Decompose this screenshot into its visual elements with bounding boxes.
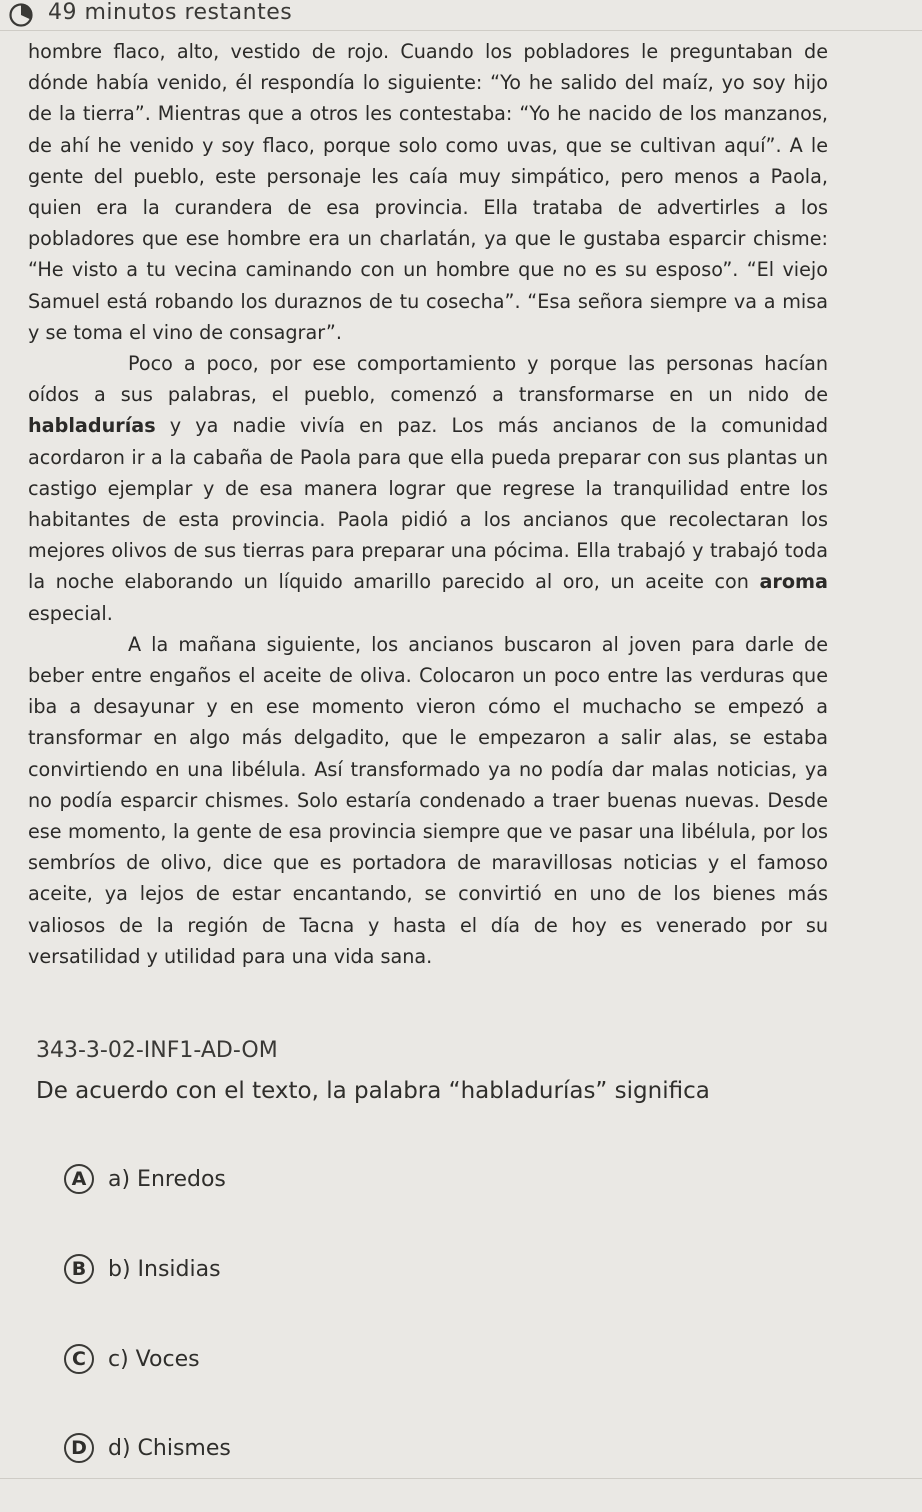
passage-text: especial. [28, 601, 113, 625]
top-bar [0, 0, 922, 31]
time-remaining: 49 minutos restantes [48, 0, 293, 25]
option-a[interactable] [64, 1162, 226, 1196]
option-c[interactable] [64, 1342, 200, 1376]
divider [0, 1478, 922, 1479]
passage-text: y ya nadie vivía en paz. Los más ancianos de la comunidad acordaron ir a la cabaña de Paola para que ella pueda preparar con sus plantas un castigo ejemplar y de esa manera lograr que regrese la tranquilidad entre los habitantes de esta provincia. Paola pidió a los ancianos que recolectaran los mejores olivos de sus tierras para preparar una pócima. Ella trabajó y trabajó toda la noche elaborando un líquido amarillo parecido al oro, un aceite con [28, 414, 828, 594]
option-letter-badge: B [64, 1254, 94, 1284]
option-d[interactable] [64, 1431, 231, 1465]
option-label: d) Chismes [108, 1435, 231, 1461]
option-label: b) Insidias [108, 1256, 221, 1282]
question-code: 343-3-02-INF1-AD-OM [36, 1038, 278, 1063]
highlighted-word: aroma [759, 570, 828, 594]
option-letter-badge: D [64, 1433, 94, 1463]
passage-paragraph-2 [28, 348, 828, 629]
option-b[interactable] [64, 1252, 221, 1286]
reading-passage [28, 36, 828, 972]
passage-text: Poco a poco, por ese comportamiento y porque las personas hacían oídos a sus palabras, el pueblo, comenzó a transformarse en un nido de [28, 352, 828, 407]
option-letter-badge: A [64, 1164, 94, 1194]
option-letter-badge: C [64, 1344, 94, 1374]
timer-icon [8, 2, 34, 28]
question-text: De acuerdo con el texto, la palabra “habladurías” significa [36, 1078, 710, 1104]
passage-paragraph-3: A la mañana siguiente, los ancianos buscaron al joven para darle de beber entre engaños el aceite de oliva. Colocaron un poco entre las verduras que iba a desayunar y en ese momento vieron cómo el muchacho se empezó a transformar en algo más delgadito, que le empezaron a salir alas, se estaba convirtiendo en una libélula. Así transformado ya no podía dar malas noticias, ya no podía esparcir chismes. Solo estaría condenado a traer buenas nuevas. Desde ese momento, la gente de esa provincia siempre que ve pasar una libélula, por los sembríos de olivo, dice que es portadora de maravillosas noticias y el famoso aceite, ya lejos de estar encantando, se convirtió en uno de los bienes más valiosos de la región de Tacna y hasta el día de hoy es venerado por su versatilidad y utilidad para una vida sana. [28, 632, 828, 968]
option-label: a) Enredos [108, 1166, 226, 1192]
passage-paragraph-1: hombre flaco, alto, vestido de rojo. Cuando los pobladores le preguntaban de dónde había venido, él respondía lo siguiente: “Yo he salido del maíz, yo soy hijo de la tierra”. Mientras que a otros les contestaba: “Yo he nacido de los manzanos, de ahí he venido y soy flaco, porque solo como uvas, que se cultivan aquí”. A le gente del pueblo, este personaje les caía muy simpático, pero menos a Paola, quien era la curandera de esa provincia. Ella trataba de advertirles a los pobladores que ese hombre era un charlatán, ya que le gustaba esparcir chisme: “He visto a tu vecina caminando con un hombre que no es su esposo”. “El viejo Samuel está robando los duraznos de tu cosecha”. “Esa señora siempre va a misa y se toma el vino de consagrar”. [28, 40, 828, 344]
highlighted-word: habladurías [28, 414, 156, 438]
option-label: c) Voces [108, 1346, 200, 1372]
